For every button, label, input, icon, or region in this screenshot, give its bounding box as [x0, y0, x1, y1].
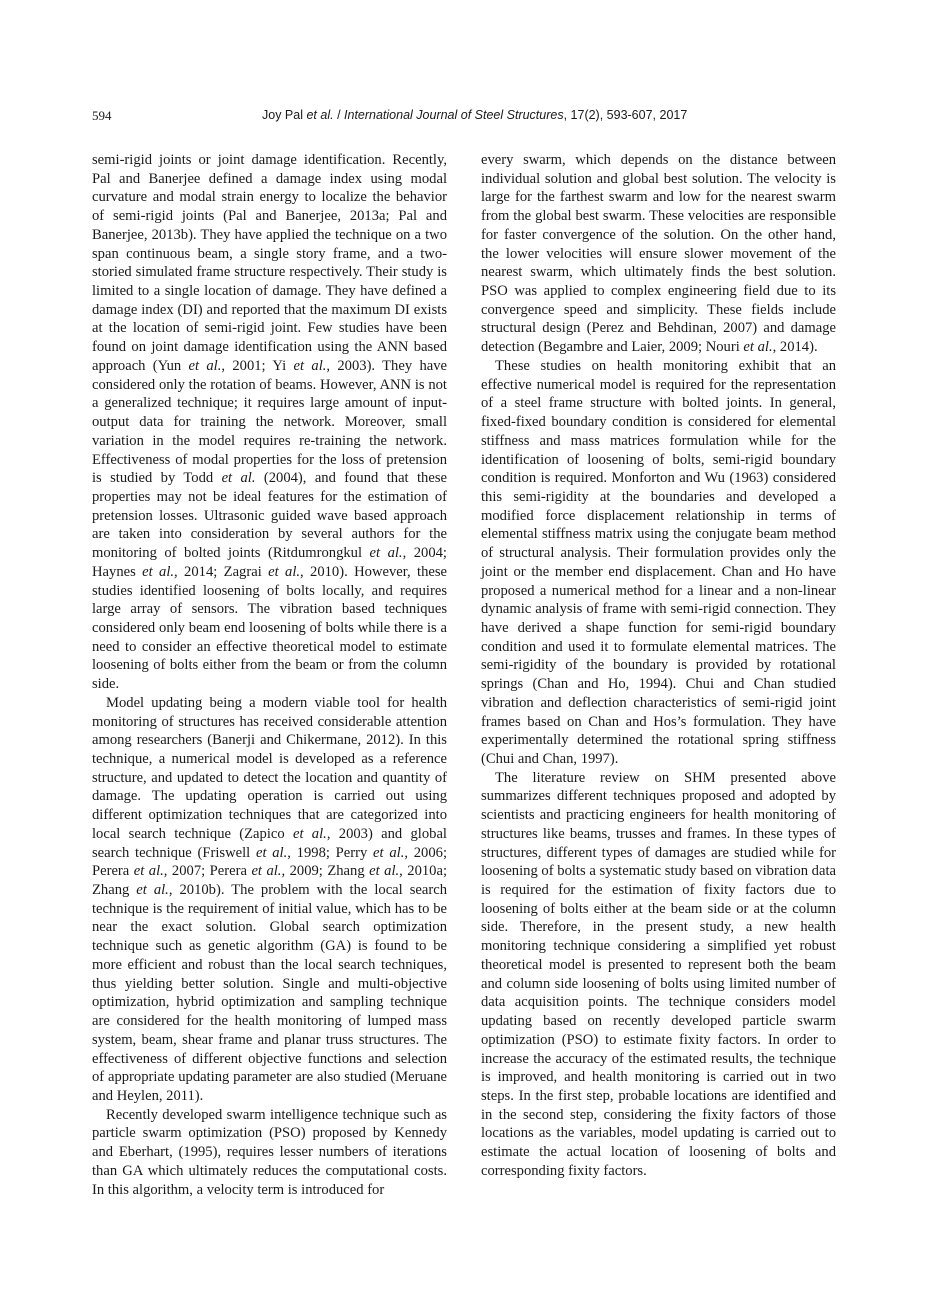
paragraph-text: (2004), and found that these properties may not be ideal features for the estimation of pretension losses. Ultrasonic guided wave based approach are taken into consideration by several authors for the monitoring of bolted joints (Ritdumrongkul: [92, 470, 447, 562]
paragraph-text: , 2010a; Zhang: [92, 863, 448, 899]
paragraph-text: Recently developed swarm intelligence technique such as particle swarm optimization (PSO) proposed by Kennedy and Eberhart, (1995), requires lesser numbers of iterations than GA which ultimately reduces the computational costs. In this algorithm, a velocity term is introduced for: [92, 1106, 447, 1198]
header-journal-name: International Journal of Steel Structures: [344, 108, 564, 122]
paragraph-text: semi-rigid joints or joint damage identification. Recently, Pal and Banerjee defined a damage index using modal curvature and modal strain energy to localize the behavior of semi-rigid joints (Pal and Banerjee, 2013a; Pal and Banerjee, 2013b). They have applied the technique on a two span continuous beam, a single story frame, and a two-storied simulated frame structure respectively. Their study is limited to a single location of damage. They have defined a damage index (DI) and reported that the maximum DI exists at the location of semi-rigid joint. Few studies have been found on joint damage identification using the ANN based approach (Yun: [92, 152, 447, 374]
italic-citation-text: et al.: [255, 844, 288, 861]
paragraph-text: , 2003). They have considered only the rotation of beams. However, ANN is not a generalized technique; it requires large amount of input-output data for training the network. Moreover, small variation in the model requires re-training the network. Effectiveness of modal properties for the loss of pretension is studied by Todd: [92, 357, 448, 487]
italic-citation-text: et al.: [293, 357, 327, 374]
italic-citation-text: et al.: [743, 339, 773, 356]
italic-citation-text: et al.: [251, 863, 282, 880]
paragraph-text: , 1998; Perry: [287, 844, 374, 861]
journal-citation: [262, 108, 687, 122]
header-authors: Joy Pal: [262, 108, 303, 122]
italic-citation-text: et al.: [133, 863, 164, 880]
left-column: [92, 151, 447, 1199]
italic-citation-text: et al.: [268, 563, 301, 580]
body-paragraph: [92, 1106, 447, 1200]
running-header: [92, 108, 834, 128]
italic-citation-text: et al.: [292, 825, 327, 842]
right-column: [481, 151, 836, 1181]
paragraph-text: , 2010b). The problem with the local search technique is the requirement of initial value, which has to be near the exact solution. Global search optimization technique such as genetic algorithm (GA) is found to be more efficient and robust than the local search techniques, thus yielding better solution. Single and multi-objective optimization, hybrid optimization and sampling technique are considered for the health monitoring of lumped mass system, beam, shear frame and planar truss structures. The effectiveness of different objective functions and selection of appropriate updating parameter are also studied (Meruane and Heylen, 2011).: [92, 882, 447, 1104]
italic-citation-text: et al.: [369, 545, 403, 562]
paragraph-text: These studies on health monitoring exhibit that an effective numerical model is required for the representation of a steel frame structure with bolted joints. In general, fixed-fixed boundary condition is considered for elemental stiffness and mass matrices formulation while for the identification of loosening of bolts, semi-rigid boundary condition is required. Monforton and Wu (1963) considered this semi-rigidity at the boundaries and developed a modified force displacement relationship in terms of elemental stiffness matrix using the conjugate beam method of structural analysis. Their formulation provides only the joint or the member end displacement. Chan and Ho have proposed a numerical method for a linear and a non-linear dynamic analysis of frame with semi-rigid connection. They have derived a shape function for semi-rigid boundary condition and used it to formulate elemental matrices. The semi-rigidity of the boundary is provided by rotational springs (Chan and Ho, 1994). Chui and Chan studied vibration and deflection characteristics of semi-rigid joint frames based on Chan and Hos’s formulation. They have experimentally determined the rotational spring stiffness (Chui and Chan, 1997).: [481, 357, 836, 767]
paragraph-text: , 2004; Haynes: [92, 545, 447, 580]
paragraph-text: , 2010). However, these studies identified loosening of bolts locally, and requires large array of sensors. The vibration based techniques considered only beam end loosening of bolts while there is a need to consider an effective theoretical model to estimate loosening of bolts either from the beam or from the column side.: [92, 563, 448, 693]
header-volume-pages-year: , 17(2), 593-607, 2017: [563, 108, 688, 122]
paragraph-text: , 2014; Zagrai: [174, 563, 269, 580]
paragraph-text: The literature review on SHM presented above summarizes different techniques proposed and adopted by scientists and practicing engineers for health monitoring of structures like beams, trusses and frames. In these types of structures, different types of damages are studied while for loosening of bolts a systematic study based on vibration data is required for the estimation of fixity factors due to loosening of bolts either at the beam side or at the column side. Therefore, in the present study, a new health monitoring technique considering a simplified yet robust theoretical model is presented to represent both the beam and column side loosening of bolts using limited number of data acquisition points. The technique considers model updating based on recently developed particle swarm optimization (PSO) to estimate fixity factors. In order to increase the accuracy of the estimated results, the technique is improved, and health monitoring is carried out in two steps. In the first step, probable locations are identified and in the second step, considering the fixity factors of those locations as the variables, model updating is carried out to estimate the actual location of loosening of bolts and corresponding fixity factors.: [481, 769, 836, 1179]
paragraph-text: , 2006; Perera: [92, 844, 447, 880]
paragraph-text: , 2001; Yi: [221, 357, 294, 374]
page-number: 594: [92, 108, 112, 123]
paragraph-text: Model updating being a modern viable tool for health monitoring of structures has received considerable attention among researchers (Banerji and Chikermane, 2012). In this technique, a numerical model is developed as a reference structure, and updated to detect the location and quantity of damage. The updating operation is carried out using different optimization techniques that are categorized into local search technique (Zapico: [92, 694, 447, 842]
paragraph-text: , 2007; Perera: [163, 863, 252, 880]
italic-citation-text: et al.: [136, 882, 169, 899]
italic-citation-text: et al.: [188, 357, 222, 374]
body-paragraph: [92, 151, 447, 694]
paragraph-text: , 2003) and global search technique (Friswell: [92, 825, 447, 861]
italic-citation-text: et al.: [373, 844, 405, 861]
body-paragraph: [92, 694, 447, 1106]
header-separator: /: [333, 108, 345, 122]
body-paragraph: [481, 151, 836, 357]
italic-citation-text: et al.: [369, 863, 400, 880]
italic-citation-text: et al.: [142, 563, 175, 580]
paragraph-text: , 2014).: [772, 339, 818, 356]
body-paragraph: [481, 357, 836, 769]
paragraph-text: , 2009; Zhang: [281, 863, 370, 880]
paragraph-text: every swarm, which depends on the distance between individual solution and global best solution. The velocity is large for the farthest swarm and low for the nearest swarm from the global best swarm. These velocities are responsible for faster convergence of the solution. On the other hand, the lower velocities will ensure slower movement of the nearest swarm, which ultimately finds the best solution. PSO was applied to complex engineering field due to its convergence speed and simplicity. These fields include structural design (Perez and Behdinan, 2007) and damage detection (Begambre and Laier, 2009; Nouri: [481, 152, 836, 356]
body-paragraph: [481, 769, 836, 1181]
italic-citation-text: et al.: [221, 470, 256, 487]
header-et-al: et al.: [306, 108, 334, 122]
